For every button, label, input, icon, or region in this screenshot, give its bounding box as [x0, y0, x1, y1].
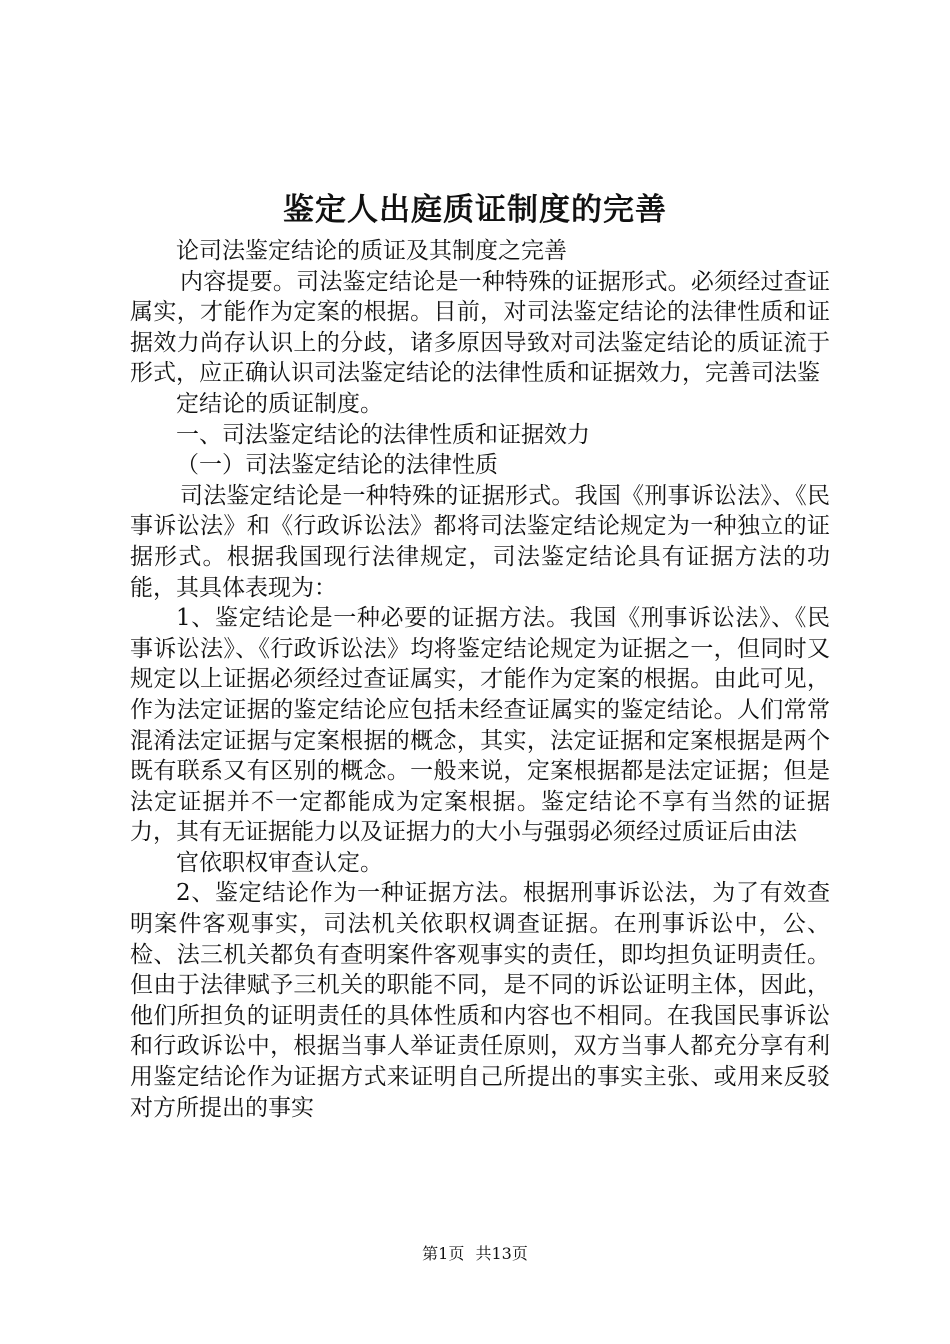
document-body	[130, 236, 830, 1123]
body-paragraph-continuation: 官依职权审查认定。	[176, 849, 383, 876]
document-title: 鉴定人出庭质证制度的完善	[283, 192, 667, 228]
body-paragraph: 司法鉴定结论是一种特殊的证据形式。我国《刑事诉讼法》、《民事诉讼法》和《行政诉讼法》都将司法鉴定结论规定为一种独立的证据形式。根据我国现行法律规定，司法鉴定结论具有证据方法的功能，其具体表现为：	[130, 482, 830, 601]
subtitle-paragraph: 论司法鉴定结论的质证及其制度之完善	[176, 238, 567, 264]
page-footer	[0, 1244, 950, 1264]
body-paragraph: 2、鉴定结论作为一种证据方法。根据刑事诉讼法，为了有效查明案件客观事实，司法机关依职权调查证据。在刑事诉讼中，公、检、法三机关都负有查明案件客观事实的责任，即均担负证明责任。但由于法律赋予三机关的职能不同，是不同的诉讼证明主体，因此，他们所担负的证明责任的具体性质和内容也不相同。在我国民事诉讼和行政诉讼中，根据当事人举证责任原则，双方当事人都充分享有利用鉴定结论作为证据方式来证明自己所提出的事实主张、或用来反驳对方所提出的事实	[130, 880, 830, 1121]
subsection-heading-1: （一）司法鉴定结论的法律性质	[176, 452, 498, 479]
abstract-continuation: 定结论的质证制度。	[176, 390, 383, 417]
body-paragraph: 1、鉴定结论是一种必要的证据方法。我国《刑事诉讼法》、《民事诉讼法》、《行政诉讼法》均将鉴定结论规定为证据之一，但同时又规定以上证据必须经过查证属实，才能作为定案的根据。由此可见，作为法定证据的鉴定结论应包括未经查证属实的鉴定结论。人们常常混淆法定证据与定案根据的概念，其实，法定证据和定案根据是两个既有联系又有区别的概念。一般来说，定案根据都是法定证据；但是法定证据并不一定都能成为定案根据。鉴定结论不享有当然的证据力，其有无证据能力以及证据力的大小与强弱必须经过质证后由法	[130, 605, 830, 846]
section-heading-1: 一、司法鉴定结论的法律性质和证据效力	[176, 421, 590, 448]
page-total: 共13页	[475, 1244, 528, 1263]
page-number: 第1页	[422, 1244, 465, 1263]
abstract-paragraph: 内容提要。司法鉴定结论是一种特殊的证据形式。必须经过查证属实，才能作为定案的根据。目前，对司法鉴定结论的法律性质和证据效力尚存认识上的分歧，诸多原因导致对司法鉴定结论的质证流于形式，应正确认识司法鉴定结论的法律性质和证据效力，完善司法鉴	[130, 268, 830, 387]
